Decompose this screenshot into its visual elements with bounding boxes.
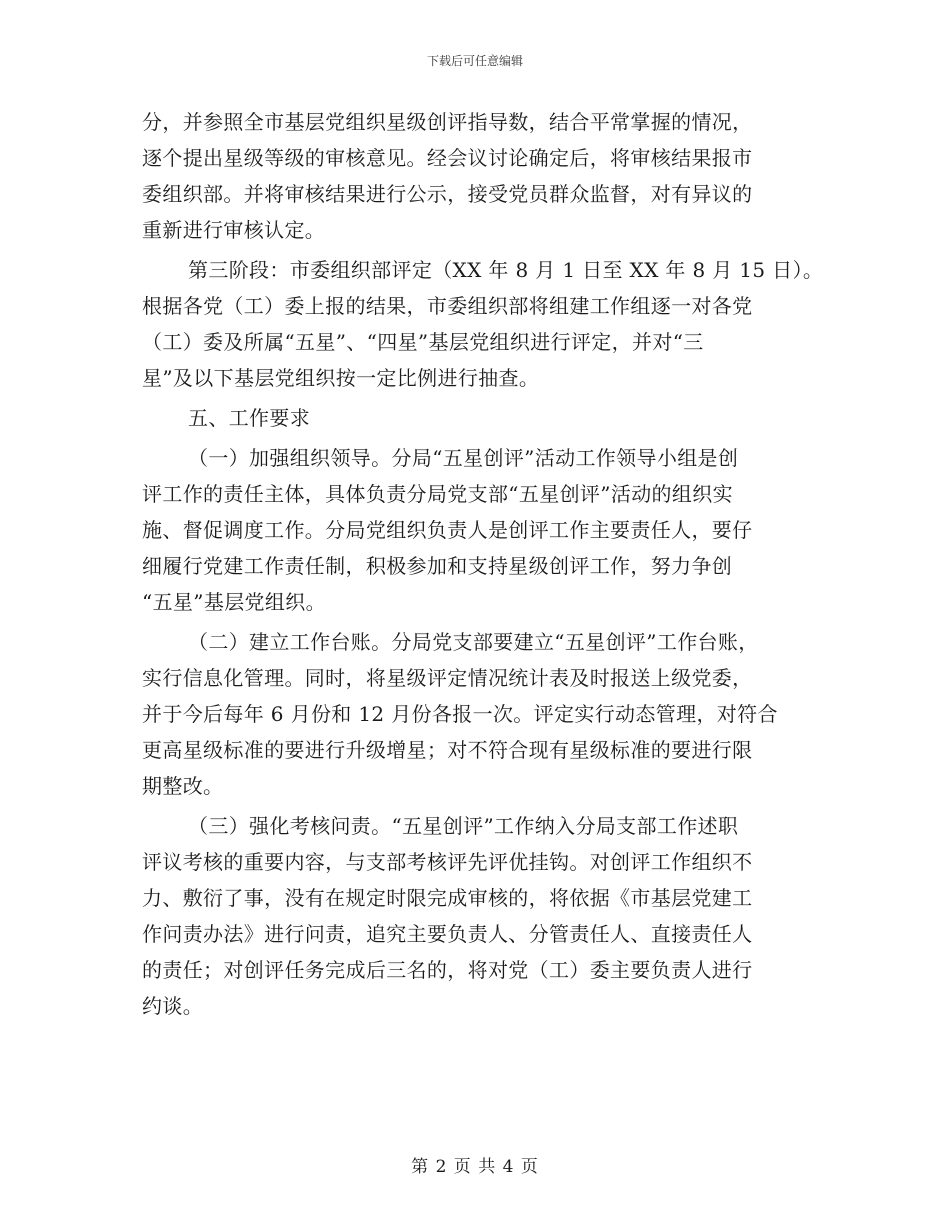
paragraph	[142, 808, 812, 1024]
paragraph	[142, 104, 812, 248]
paragraph	[142, 624, 812, 804]
text-line: 力、敷衍了事，没有在规定时限完成审核的，将依据《市基层党建工	[142, 886, 753, 910]
text-line: 五、工作要求	[188, 406, 311, 430]
paragraph	[142, 252, 824, 396]
text-line: 委组织部。并将审核结果进行公示，接受党员群众监督，对有异议的	[142, 182, 753, 206]
text-line: 重新进行审核认定。	[142, 218, 326, 242]
text-line: 约谈。	[142, 994, 204, 1018]
text-line: 实行信息化管理。同时，将星级评定情况统计表及时报送上级党委，	[142, 666, 753, 690]
paragraph	[142, 440, 812, 620]
text-line: 施、督促调度工作。分局党组织负责人是创评工作主要责任人，要仔	[142, 518, 753, 542]
section-heading	[142, 400, 812, 436]
text-line: 分，并参照全市基层党组织星级创评指导数，结合平常掌握的情况，	[142, 110, 753, 134]
text-line: 期整改。	[142, 774, 224, 798]
text-line: 作问责办法》进行问责，追究主要负责人、分管责任人、直接责任人	[142, 922, 753, 946]
text-line: （三）强化考核问责。“五星创评”工作纳入分局支部工作述职	[188, 814, 739, 838]
text-line: 评议考核的重要内容，与支部考核评先评优挂钩。对创评工作组织不	[142, 850, 753, 874]
text-line: 的责任；对创评任务完成后三名的，将对党（工）委主要负责人进行	[142, 958, 753, 982]
page-header: 下载后可任意编辑	[426, 54, 523, 68]
text-line: 第三阶段：市委组织部评定（XX 年 8 月 1 日至 XX 年 8 月 15 日）。	[188, 258, 824, 282]
text-line: 细履行党建工作责任制，积极参加和支持星级创评工作，努力争创	[142, 554, 733, 578]
text-line: 逐个提出星级等级的审核意见。经会议讨论确定后，将审核结果报市	[142, 146, 753, 170]
text-line: 根据各党（工）委上报的结果，市委组织部将组建工作组逐一对各党	[142, 294, 753, 318]
text-line: （工）委及所属“五星”、“四星”基层党组织进行评定，并对“三	[142, 330, 704, 354]
text-line: “五星”基层党组织。	[142, 590, 326, 614]
page-number-footer: 第 2 页 共 4 页	[411, 1157, 539, 1177]
text-line: （一）加强组织领导。分局“五星创评”活动工作领导小组是创	[188, 446, 739, 470]
text-line: 并于今后每年 6 月份和 12 月份各报一次。评定实行动态管理，对符合	[142, 702, 778, 726]
text-line: 星”及以下基层党组织按一定比例进行抽查。	[142, 366, 540, 390]
document-body	[142, 104, 824, 1024]
text-line: （二）建立工作台账。分局党支部要建立“五星创评”工作台账，	[188, 630, 759, 654]
text-line: 评工作的责任主体，具体负责分局党支部“五星创评”活动的组织实	[142, 482, 733, 506]
text-line: 更高星级标准的要进行升级增星；对不符合现有星级标准的要进行限	[142, 738, 753, 762]
